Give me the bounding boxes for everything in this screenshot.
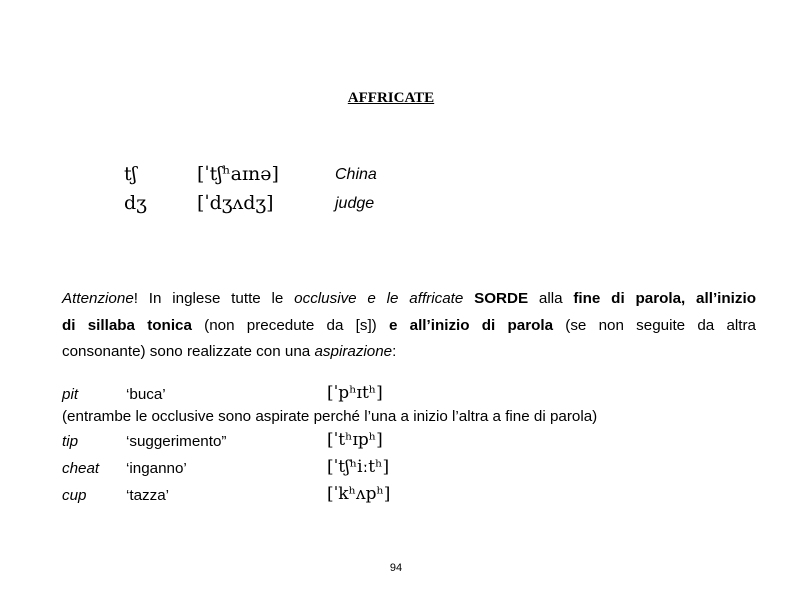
text-segment: consonante) sono realizzate con una [62,343,315,360]
example-transcription-tip: [ˈtʰɪpʰ] [327,430,383,450]
example-transcription-cup: [ˈkʰʌpʰ] [327,484,391,504]
text-segment: alla [528,290,574,307]
text-fine-di-parola: fine di parola, all’inizio [573,290,756,307]
affricate-transcription-china: [ˈtʃʰaɪnə] [197,163,279,185]
text-segment: : [392,343,397,360]
example-word-tip: tip [62,433,79,450]
affricate-symbol-tsh: tʃ [124,163,137,185]
affricate-word-judge: judge [335,195,375,212]
example-transcription-cheat: [ˈtʃʰiːtʰ] [327,457,390,477]
affricate-word-china: China [335,166,377,183]
affricate-symbol-dzh: dʒ [124,192,147,214]
paragraph-line-2 [62,313,756,340]
paragraph-line-1 [62,286,756,313]
text-segment [463,290,474,307]
text-occlusive-affricate: occlusive e le affricate [294,290,464,307]
page-number: 94 [389,562,403,574]
example-transcription-pit: [ˈpʰɪtʰ] [327,383,383,403]
example-note: (entrambe le occlusive sono aspirate perché l’una a inizio l’altra a fine di parola) [62,408,598,425]
example-meaning-cup: ‘tazza’ [126,487,170,504]
example-word-cup: cup [62,487,87,504]
example-word-pit: pit [62,386,79,403]
text-segment: ! In inglese tutte le [133,290,295,307]
example-meaning-pit: ‘buca’ [126,386,166,403]
text-inizio-di-parola: e all’inizio di parola [388,316,554,334]
page-title: AFFRICATE [347,90,435,106]
paragraph-line-3 [62,339,756,366]
text-attenzione: Attenzione [62,290,134,307]
text-aspirazione: aspirazione [314,343,393,360]
example-word-cheat: cheat [62,460,100,477]
text-sorde: SORDE [474,290,529,307]
example-meaning-tip: ‘suggerimento” [126,433,227,450]
affricate-transcription-judge: [ˈdʒʌdʒ] [197,192,274,214]
text-sillaba-tonica: di sillaba tonica [62,316,192,334]
text-segment: (se non seguite da altra [553,316,757,334]
aspiration-paragraph [62,286,756,366]
example-meaning-cheat: ‘inganno’ [126,460,187,477]
text-segment: (non precedute da [s]) [191,316,389,334]
